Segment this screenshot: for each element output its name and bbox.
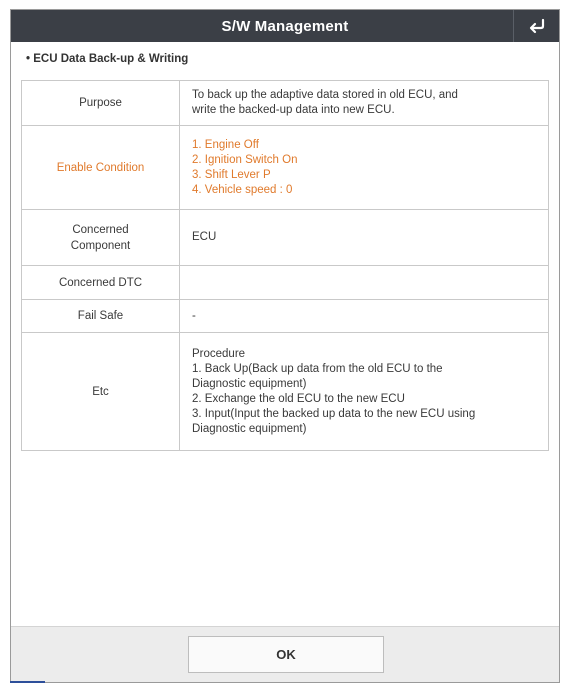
accent-bar bbox=[10, 681, 45, 683]
table-row bbox=[22, 126, 549, 210]
row-label: Purpose bbox=[22, 81, 180, 126]
row-label: Enable Condition bbox=[22, 126, 180, 210]
dialog-title: S/W Management bbox=[221, 17, 349, 35]
row-value: 1. Engine Off 2. Ignition Switch On 3. Shift Lever P 4. Vehicle speed : 0 bbox=[180, 126, 549, 210]
row-value: - bbox=[180, 300, 549, 333]
row-value: Procedure 1. Back Up(Back up data from the old ECU to the Diagnostic equipment) 2. Exchange the old ECU to the new ECU 3. Input(Input the backed up data to the new ECU using Diagnostic equipment) bbox=[180, 333, 549, 451]
row-label: Concerned Component bbox=[22, 210, 180, 266]
return-arrow-icon bbox=[528, 18, 546, 34]
row-label: Concerned DTC bbox=[22, 266, 180, 300]
table-row bbox=[22, 210, 549, 266]
sw-management-dialog bbox=[10, 9, 560, 683]
table-row bbox=[22, 300, 549, 333]
table-row bbox=[22, 333, 549, 451]
ok-button[interactable]: OK bbox=[188, 636, 384, 673]
row-value: ECU bbox=[180, 210, 549, 266]
table-row bbox=[22, 81, 549, 126]
dialog-footer bbox=[11, 626, 559, 682]
row-value: To back up the adaptive data stored in old ECU, and write the backed-up data into new ECU. bbox=[180, 81, 549, 126]
row-label: Etc bbox=[22, 333, 180, 451]
title-bar bbox=[11, 10, 559, 42]
row-value bbox=[180, 266, 549, 300]
table-row bbox=[22, 266, 549, 300]
back-button[interactable] bbox=[513, 10, 559, 42]
row-label: Fail Safe bbox=[22, 300, 180, 333]
info-table bbox=[21, 80, 549, 451]
section-label: • ECU Data Back-up & Writing bbox=[26, 53, 189, 65]
